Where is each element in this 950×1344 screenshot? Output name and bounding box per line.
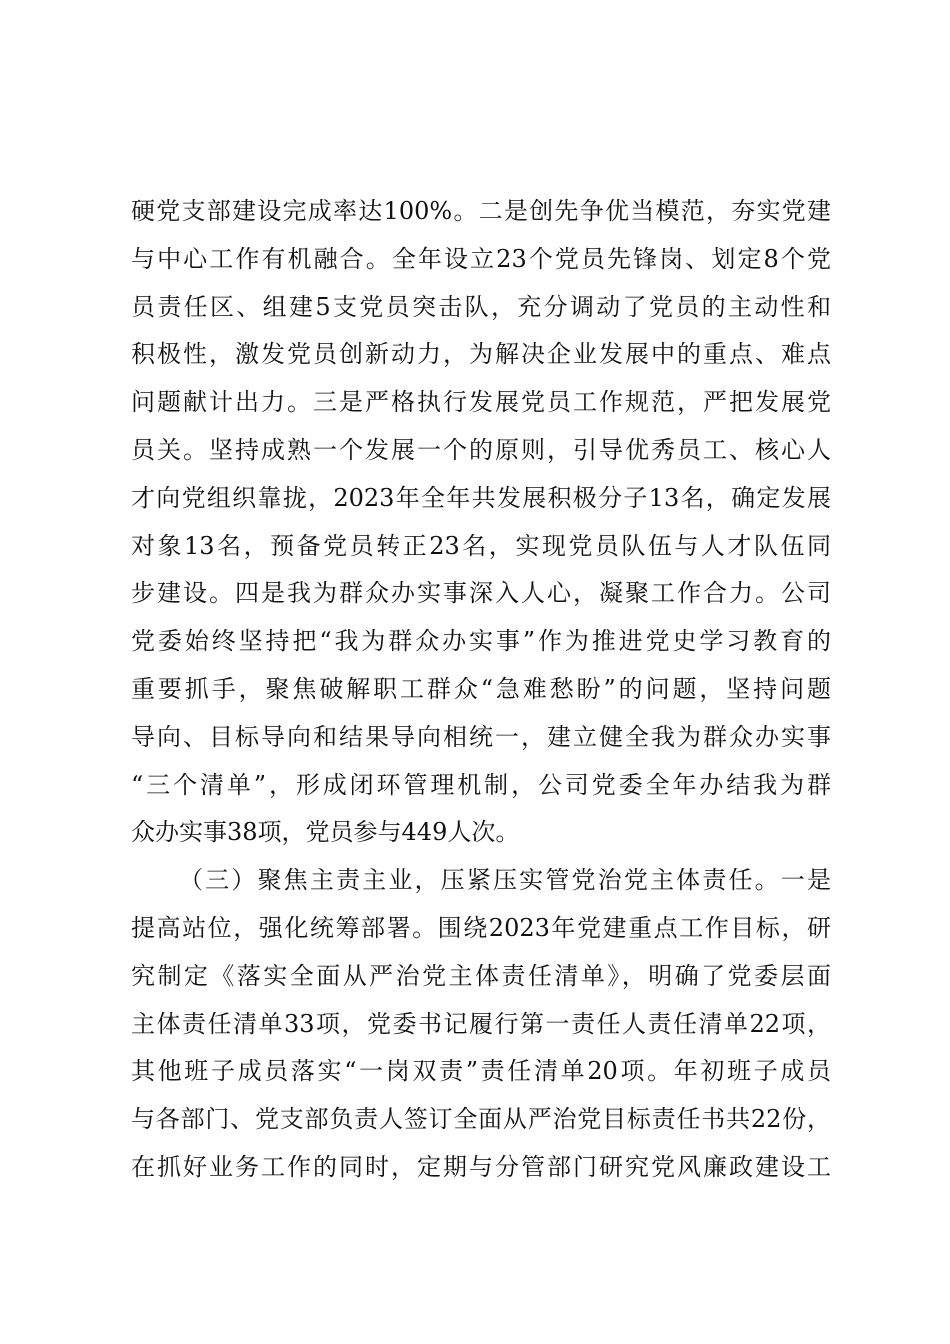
paragraph-1-line-13: “三个清单”，形成闭环管理机制，公司党委全年办结我为群 [131,770,831,799]
paragraph-1-line-4: 积极性，激发党员创新动力，为解决企业发展中的重点、难点 [131,340,831,369]
paragraph-1-line-2: 与中心工作有机融合。全年设立23个党员先锋岗、划定8个党 [131,244,831,273]
paragraph-2-line-5: 其他班子成员落实“一岗双责”责任清单20项。年初班子成员 [131,1057,831,1086]
paragraph-1-line-9: 步建设。四是我为群众办实事深入人心，凝聚工作合力。公司 [131,579,831,608]
paragraph-1-line-10: 党委始终坚持把“我为群众办实事”作为推进党史学习教育的 [131,627,831,656]
paragraph-1-line-8: 对象13名，预备党员转正23名，实现党员队伍与人才队伍同 [131,531,831,560]
paragraph-1-line-1: 硬党支部建设完成率达100%。二是创先争优当模范，夯实党建 [131,197,831,225]
paragraph-1-line-6: 员关。坚持成熟一个发展一个的原则，引导优秀员工、核心人 [131,435,831,464]
paragraph-1-line-7: 才向党组织靠拢，2023年全年共发展积极分子13名，确定发展 [131,483,831,512]
paragraph-2-line-1: （三）聚焦主责主业，压紧压实管党治党主体责任。一是 [179,866,831,895]
paragraph-1-line-12: 导向、目标导向和结果导向相统一，建立健全我为群众办实事 [131,722,831,751]
paragraph-2-line-7: 在抓好业务工作的同时，定期与分管部门研究党风廉政建设工 [131,1152,831,1181]
document-body [131,188,831,1192]
paragraph-1-line-5: 问题献计出力。三是严格执行发展党员工作规范，严把发展党 [131,388,831,417]
paragraph-1-line-3: 员责任区、组建5支党员突击队，充分调动了党员的主动性和 [131,292,831,321]
paragraph-1-line-11: 重要抓手，聚焦破解职工群众“急难愁盼”的问题，坚持问题 [131,674,831,703]
paragraph-1 [131,188,831,857]
paragraph-2-line-4: 主体责任清单33项，党委书记履行第一责任人责任清单22项， [131,1009,831,1038]
paragraph-2-line-6: 与各部门、党支部负责人签订全面从严治党目标责任书共22份， [131,1105,831,1134]
paragraph-2-line-2: 提高站位，强化统筹部署。围绕2023年党建重点工作目标，研 [131,913,831,942]
paragraph-2-line-3: 究制定《落实全面从严治党主体责任清单》，明确了党委层面 [131,961,831,990]
paragraph-2 [131,857,831,1192]
paragraph-1-line-14: 众办实事38项，党员参与449人次。 [131,818,520,847]
